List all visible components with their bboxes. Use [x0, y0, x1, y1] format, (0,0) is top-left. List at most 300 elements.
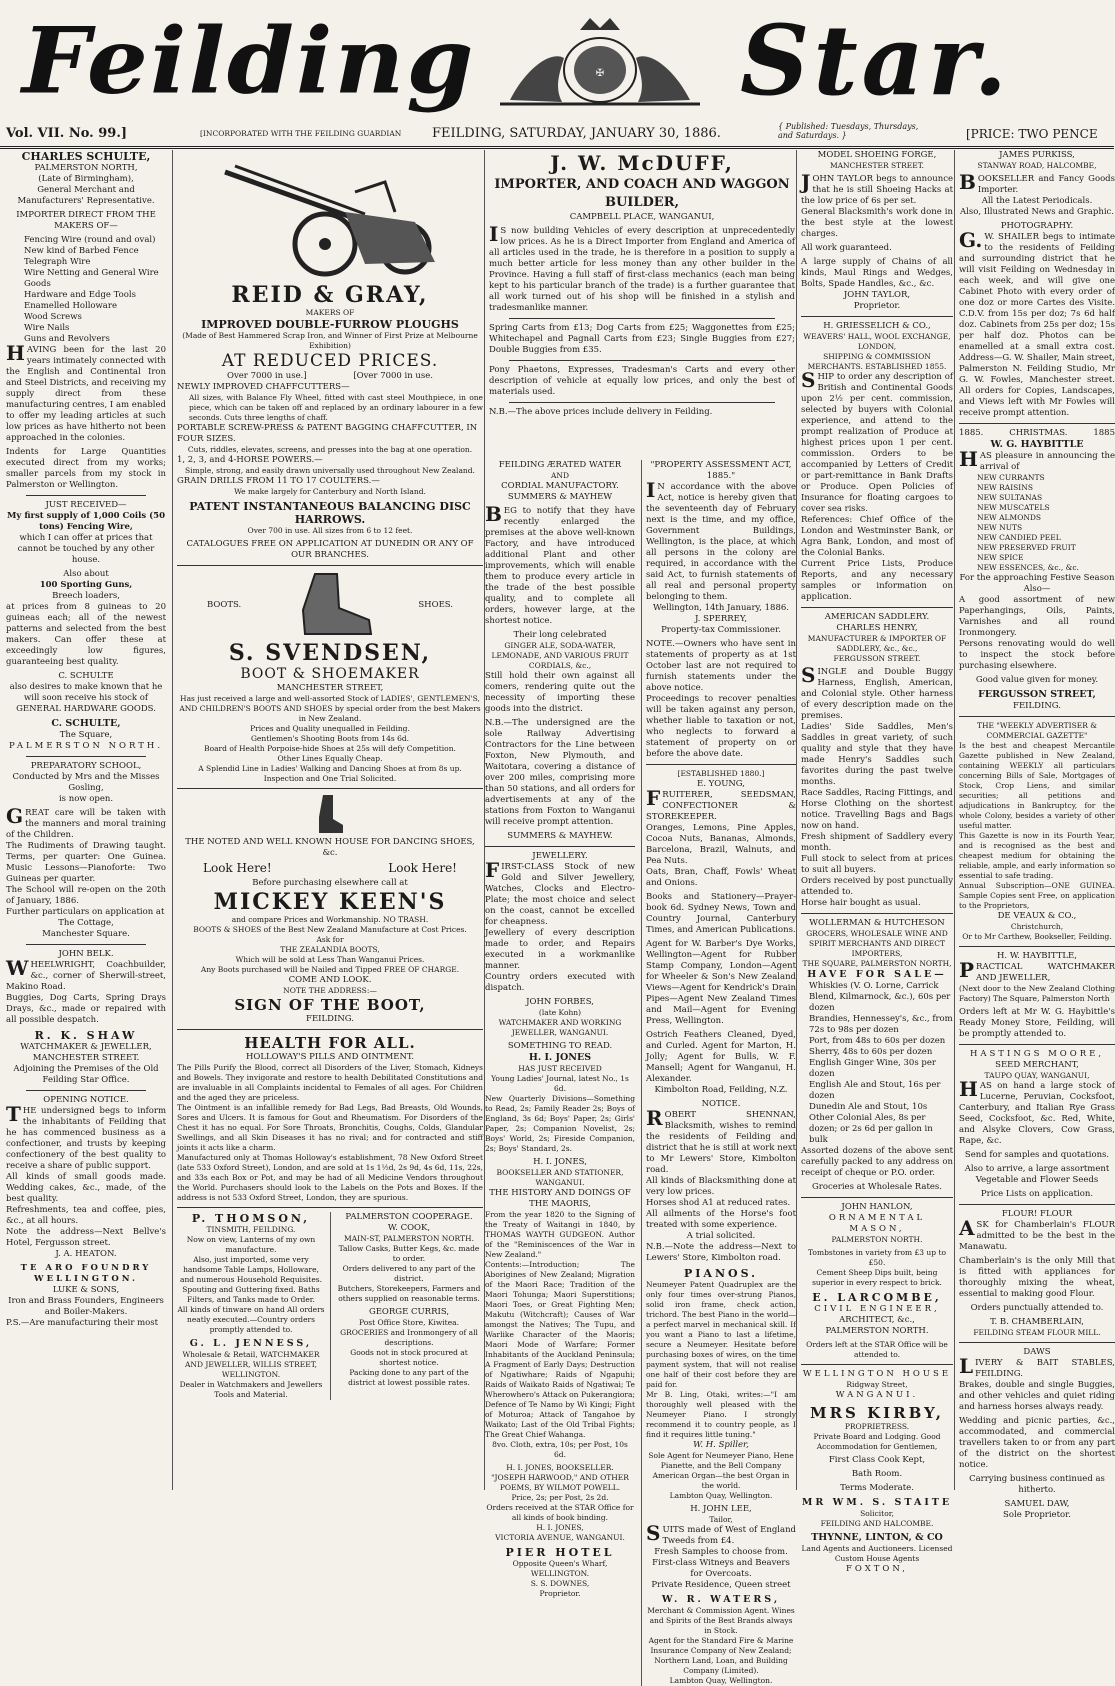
hijones: H. I. JONES — [528, 1052, 592, 1063]
heaton-note: Note the address—Next Bellve's Hotel, Fergusson street. — [6, 1227, 166, 1248]
noted-house: THE NOTED AND WELL KNOWN HOUSE FOR DANCING SHOES, &c. — [185, 837, 475, 858]
larcombe: E. LARCOMBE, — [812, 1291, 942, 1304]
column-2 — [172, 150, 483, 1490]
curris-sub: Post Office Store, Kiwitea. — [359, 1318, 459, 1327]
fresh-samples: Fresh Samples to choose from. — [654, 1547, 788, 1557]
also-about: Also about — [63, 569, 109, 579]
cordial: CORDIAL MANUFACTORY. — [501, 481, 619, 491]
port: Port, from 48s to 60s per dozen — [809, 1036, 946, 1046]
column-5 — [954, 150, 1115, 1520]
bookbinding: Orders received at the STAR Office for all kinds of book binding. — [486, 1503, 634, 1522]
hanlon-pn: PALMERSTON NORTH. — [831, 1235, 923, 1244]
has-pleasure: HAS pleasure in announcing the arrival of — [959, 447, 1115, 472]
taylor-chains: A large supply of Chains of all kinds, Maul Rings and Wedges, Bolts, Spade Handles, &c., &c. — [801, 257, 953, 289]
history-maoris: THE HISTORY AND DOINGS OF THE MAORIS, — [489, 1188, 631, 1209]
cook-orders: Orders delivered to any part of the district. — [342, 1264, 476, 1283]
sv-gents: Gentlemen's Shooting Boots from 14s 6d. — [250, 734, 410, 743]
books-stationery: Books and Stationery—Prayer-book 6d. Sydney News, Town and Country Journal, Canterbury Times, and American Publications. — [646, 892, 796, 935]
reid-gray: REID & GRAY, — [231, 282, 429, 308]
heaton: J. A. HEATON. — [55, 1249, 117, 1259]
shailer: G.W. SHAILER begs to intimate to the residents of Feilding and surrounding district that he will visit Feilding on Wednesday in each week, and will give one Cabinet Photo with every order of one doz or more Cartes des Visite. C.D.V. from 15s per doz; 7s 6d half doz. Cabinets from 25s per doz; 15s per half doz. Photos can be enamelled at a small extra cost. Address—G. W. Shailer, Main street, Palmerston N. Feilding Studio, Mr G. W. Fowles, Manchester street. All orders for Copies, Landscapes, and Views left with Mr Fowles will receive prompt attention. — [959, 228, 1115, 418]
sherry: Sherry, 48s to 60s per dozen — [809, 1047, 933, 1057]
sign-place: FEILDING. — [306, 1014, 354, 1024]
patent-harrows: PATENT INSTANTANEOUS BALANCING DISC HARROWS. — [189, 500, 471, 526]
prep-by: Conducted by Mrs and the Misses Gosling, — [12, 772, 160, 793]
fresh-shipment: Fresh shipment of Saddlery every month. — [801, 832, 953, 853]
grain-text: We make largely for Canterbury and North Island. — [234, 487, 426, 496]
kirby: MRS KIRBY, — [809, 1404, 945, 1422]
cook-butchers: Butchers, Storekeepers, Farmers and others supplied on reasonable terms. — [337, 1284, 481, 1303]
john-belk: JOHN BELK. — [58, 949, 114, 959]
masthead-title-left: Feilding — [22, 6, 476, 115]
wellington-date: Wellington, 14th January, 1886. — [653, 603, 789, 613]
reduced-prices: AT REDUCED PRICES. — [221, 351, 439, 371]
publication-days: { Published: Tuesdays, Thursdays, and Saturdays. } — [778, 122, 919, 140]
henry: CHARLES HENRY, — [836, 623, 918, 633]
svendsen: S. SVENDSEN, — [228, 640, 432, 666]
svg-text:✠: ✠ — [595, 68, 605, 79]
hijones-rec: HAS JUST RECEIVED — [518, 1064, 602, 1073]
ship-order: SHIP to order any description of British and Continental Goods upon 2½ per cent. commission, selected by buyers with Colonial experience, and attend to the prompt realization of Produce at highest prices upon 1 per cent. commission. Orders to be accompanied by Letters of Credit or part-remittance in Bank Drafts or Produce. Open Policies of Insurance for floating cargoes to cover sea risks. — [801, 368, 953, 514]
taylor-prop: Proprietor. — [853, 301, 901, 311]
sv-other: Other Lines Equally Cheap. — [277, 754, 383, 763]
mk-nailed: Any Boots purchased will be Nailed and Tipped FREE OF CHARGE. — [200, 965, 460, 974]
proceedings: Proceedings to recover penalties will be taken against any person, whether liable to taxation or not, who neglects to forward a statement of property on or before the above date. — [646, 694, 796, 759]
fergusson-feilding: FEILDING. — [1013, 701, 1061, 711]
over-in-use — [177, 371, 483, 382]
before-purchasing: Before purchasing elsewhere call at — [252, 878, 408, 888]
suits: SUITS made of West of England Tweeds from £4. — [646, 1521, 796, 1546]
henry-role: MANUFACTURER & IMPORTER OF SADDLERY, &c., &c., — [807, 634, 947, 653]
patent-sub: Over 700 in use. All sizes from 6 to 12 feet. — [247, 526, 413, 535]
xmas-item: NEW CURRANTS — [977, 473, 1045, 482]
xmas-item: NEW SPICE — [977, 553, 1024, 562]
also-label: Also— — [1023, 584, 1051, 594]
masthead-title-right: Star. — [740, 4, 1012, 117]
sole-proprietor: Sole Proprietor. — [1003, 1510, 1071, 1520]
cooperage: PALMERSTON COOPERAGE. — [345, 1212, 473, 1222]
chaff-text: All sizes, with Balance Fly Wheel, fitted with cast steel Mouthpiece, in one piece, which can be taken off and replaced by an ordinary labourer in a few seconds. Cuts three lengths of chaff. — [189, 393, 483, 422]
solicitor: Solicitor, — [860, 1509, 894, 1518]
christchurch: Christchurch, — [1010, 922, 1064, 931]
mickey-keen: MICKEY KEEN'S — [213, 889, 447, 915]
pills-text: The Pills Purify the Blood, correct all Disorders of the Liver, Stomach, Kidneys and Bowels. They invigorate and restore to health Debilitated Constitutions and are invaluable in all Complaints incidental to Females of all ages. For Children and the aged they are priceless. — [177, 1063, 483, 1102]
forbes-role: WATCHMAKER AND WORKING JEWELLER, WANGANUI. — [498, 1018, 622, 1037]
cement-dips: Cement Sheep Dips built, being superior in every respect to brick. — [812, 1268, 942, 1287]
private-residence: Private Residence, Queen street — [651, 1580, 791, 1590]
schulte-place: PALMERSTON NORTH, — [34, 163, 138, 173]
orders-post: Orders received by post punctually attended to. — [801, 876, 953, 897]
flour-heading: FLOUR! FLOUR — [1001, 1209, 1073, 1219]
shennan: ROBERT SHENNAN, Blacksmith, wishes to remind the residents of Feilding and district that he is still at work next to Mr Lewers' Store, Kimbolton road. — [646, 1106, 796, 1175]
xmas-item: NEW ALMONDS — [977, 513, 1042, 522]
refreshments: Refreshments, tea and coffee, pies, &c., at all hours. — [6, 1205, 166, 1226]
good-value: Good value given for money. — [975, 675, 1099, 685]
bath-room: Bath Room. — [851, 1469, 903, 1479]
trial: A trial solicited. — [686, 1231, 756, 1241]
fencing-note: which I can offer at prices that cannot be touched by any other house. — [17, 533, 155, 565]
thynne: THYNNE, LINTON, & CO — [811, 1532, 943, 1543]
guns-text: at prices from 8 guineas to 20 guineas each; all of the newest patterns and selected from the best makers. Can offer these at exceedingly low figures, guaranteeing best quality. — [6, 602, 166, 667]
kirby-prop: PROPRIETRESS. — [844, 1422, 910, 1431]
column-1 — [6, 150, 166, 1490]
spring-carts: Spring Carts from £13; Dog Carts from £25; Waggonettes from £25; Whitechapel and Pagnall Carts from £23; Single Buggies from £27; Double Buggies from £35. — [489, 323, 795, 355]
something-to-read: SOMETHING TO READ. — [507, 1041, 613, 1051]
good-assortment: A good assortment of new Paperhangings, Oils, Paints, Varnishes and all round Ironmongery. — [959, 595, 1115, 638]
festive-season: For the approaching Festive Season — [959, 573, 1115, 583]
jenness-dealer: Dealer in Watchmakers and Jewellers Tools and Material. — [179, 1380, 323, 1399]
luke-text: Iron and Brass Founders, Engineers and Boiler-Makers. — [8, 1296, 164, 1317]
taylor-guaranteed: All work guaranteed. — [801, 243, 892, 253]
subscription: Annual Subscription—ONE GUINEA. Sample Copies sent Free, on application to the Proprietors, — [959, 881, 1115, 910]
mcduff-nb: N.B.—The above prices include delivery in Feilding. — [489, 407, 713, 417]
sporting-guns: 100 Sporting Guns, — [39, 580, 133, 590]
curris: GEORGE CURRIS, — [368, 1307, 450, 1317]
spiller-role: Sole Agent for Neumeyer Piano, Hene Pianette, and the Bell Company American Organ—the best Organ in the world. — [648, 1451, 794, 1490]
civil-engineer: CIVIL ENGINEER, — [814, 1304, 940, 1314]
also-arrive: Also to arrive, a large assortment Vegetable and Flower Seeds — [964, 1164, 1110, 1185]
stanway: STANWAY ROAD, HALCOMBE, — [977, 161, 1097, 170]
manufactured: Manufactured only at Thomas Holloway's establishment, 78 New Oxford Street (late 533 Oxford Street), London, and are sold at 1s 1½d, 2s 9d, 4s 6d, 11s, 22s, and 33s each Box or Pot, and may be had of all Medicine Vendors throughout the World. Purchasers should look to the Labels on the Pots and Boxes. If the address is not 533 Oxford Street, London, they are spurious. — [177, 1153, 483, 1202]
dateline — [0, 120, 1114, 149]
ladies-journal: Young Ladies' Journal, latest No., 1s 6d. — [491, 1074, 629, 1093]
over-in-use-2: [Over 7000 in use. — [353, 371, 433, 381]
ginger-ale: GINGER ALE, SODA-WATER, LEMONADE, AND VARIOUS FRUIT CORDIALS, &c., — [491, 641, 629, 670]
references: References: Chief Office of the London and Westminster Bank, or Agra Bank, London, and most of the Colonial Banks. — [801, 515, 953, 558]
luke-sons: LUKE & SONS, — [52, 1285, 120, 1295]
practical-watchmaker: PRACTICAL WATCHMAKER AND JEWELLER, — [959, 958, 1115, 983]
catalogues: CATALOGUES FREE ON APPLICATION AT DUNEDIN OR ANY OF OUR BRANCHES. — [186, 539, 474, 560]
henry-street: FERGUSSON STREET. — [833, 654, 921, 663]
has-on-hand: HAS on hand a large stock of Lucerne, Peruvian, Cocksfoot, Canterbury, and Italian Rye Grass Seed, Cocksfoot, &c. Red, White, and Alsyke Clovers, Cow Grass, Rape, &c. — [959, 1077, 1115, 1146]
pony-phaetons: Pony Phaetons, Expresses, Tradesman's Carts and every other description of vehicle at equally low prices, and only the best of materials used. — [489, 365, 795, 397]
hijones-bookseller: BOOKSELLER AND STATIONER, WANGANUI. — [496, 1168, 624, 1187]
rks-adjoin: Adjoining the Premises of the Old Feilding Star Office. — [13, 1064, 159, 1085]
ale-stout: English Ale and Stout, 16s per dozen — [809, 1080, 941, 1101]
cook: W. COOK, — [387, 1223, 431, 1233]
xmas-item: NEW SULTANAS — [977, 493, 1043, 502]
downes: S. S. DOWNES, — [530, 1579, 590, 1588]
shoe-icon — [315, 793, 345, 835]
goods-item: Wood Screws — [24, 312, 82, 322]
carthew: Or to Mr Carthew, Bookseller, Feilding. — [962, 932, 1112, 941]
ploughs: IMPROVED DOUBLE-FURROW PLOUGHS — [201, 318, 459, 331]
great-care: GREAT care will be taken with the manners and moral training of the Children. — [6, 804, 166, 840]
sv-board: Board of Health Porpoise-hide Shoes at 25s will defy Competition. — [204, 744, 456, 753]
ling-quote: Mr B. Ling, Otaki, writes:—"I am thoroughly well pleased with the Neumeyer Piano. I strongly recommend it to country people, as I find it requires little tuning." — [646, 1390, 796, 1439]
reopen: The School will re-open on the 20th of January, 1886. — [6, 885, 166, 906]
schulte-having: HAVING been for the last 20 years intimately connected with the English and Continental Iron and Steel Districts, and receiving my supply direct from these manufacturing centres, I am enabled to offer my leading articles at such low prices as have hitherto not been approached in the colonies. — [6, 341, 166, 443]
general-hardware: GENERAL HARDWARE GOODS. — [16, 704, 156, 714]
christmas: CHRISTMAS. — [1009, 428, 1068, 438]
taylor-general: General Blacksmith's work done in the best style at the lowest charges. — [801, 207, 953, 239]
american-saddlery: AMERICAN SADDLERY. — [824, 612, 930, 622]
schulte-indents: Indents for Large Quantities executed direct from my works; smaller parcels from my stock in Palmerston or Wellington. — [6, 447, 166, 490]
daws: DAWS — [1023, 1347, 1051, 1357]
further: Further particulars on application at — [6, 907, 165, 917]
hastings-moore: HASTINGS MOORE, — [969, 1049, 1105, 1059]
pianos: PIANOS. — [684, 1267, 758, 1280]
th-text: Now on view, Lanterns of my own manufacture. — [186, 1235, 316, 1254]
palmerston-north: PALMERSTON NORTH. — [8, 741, 164, 751]
th-all: All kinds of tinware on hand All orders neatly executed.—Country orders promptly attended to. — [177, 1305, 325, 1334]
chamberlain-mill: Chamberlain's is the only Mill that is fitted with appliances for thoroughly mixing the wheat, essential to making good Flour. — [959, 1256, 1115, 1299]
wg-haybittle: W. G. HAYBITTLE — [990, 439, 1084, 450]
boot-icon — [285, 570, 375, 640]
jenness-sub: Wholesale & Retail, WATCHMAKER AND JEWELLER, WILLIS STREET, WELLINGTON. — [182, 1350, 320, 1379]
waters-role: Merchant & Commission Agent. Wines and Spirits of the Best Brands always in Stock. — [647, 1606, 795, 1635]
taupo-quay: TAUPO QUAY, WANGANUI, — [984, 1071, 1090, 1080]
mcduff: J. W. McDUFF, — [550, 151, 734, 175]
latest-periodicals: All the Latest Periodicals. — [981, 196, 1093, 206]
summers-sig: SUMMERS & MAYHEW. — [507, 831, 613, 841]
lee: H. JOHN LEE, — [690, 1504, 752, 1514]
opening-notice: OPENING NOTICE. — [43, 1095, 129, 1105]
pianos-text: Neumeyer Patent Quadruplex are the only four times over-strung Pianos, solid iron frame, check action, trichord. The best Piano in the world—a perfect marvel in mechanical skill. If you want a Piano to last a lifetime, secure a Neumeyer. Hesitate before purchasing boxes of wires, on the time payment system, that will not realise one half of their cost before they are paid for. — [646, 1280, 796, 1389]
land-agents: Land Agents and Auctioneers. Licensed Custom House Agents — [801, 1544, 953, 1563]
jenness: G. L. JENNESS, — [189, 1338, 313, 1349]
jewellery: JEWELLERY. — [532, 851, 588, 861]
witneys: First-class Witneys and Beavers for Overcoats. — [652, 1558, 790, 1579]
established: [ESTABLISHED 1880.] — [677, 769, 765, 778]
taylor-sig: JOHN TAYLOR, — [843, 290, 911, 300]
packing: Packing done to any part of the district at lowest possible rates. — [348, 1368, 470, 1387]
horse-ailments: All ailments of the Horse's foot treated with some experience. — [646, 1209, 796, 1230]
kimbolton: Kimbolton Road, Feilding, N.Z. — [654, 1085, 788, 1095]
confectioner: THE undersigned begs to inform the inhabitants of Feilding that he has commenced business as a confectioner, and trusts by keeping confectionery of the best quality to receive a share of public support. — [6, 1102, 166, 1171]
foxton: FOXTON, — [845, 1564, 908, 1574]
mk-boots: BOOTS & SHOES of the Best New Zealand Manufacture at Cost Prices. — [193, 925, 467, 934]
wh-wanganui: WANGANUI. — [835, 1390, 919, 1400]
race-saddles: Race Saddles, Racing Fittings, and Horse Clothing on the shortest notice. Travelling Bags and Bags now on hand. — [801, 788, 953, 831]
issue-date: FEILDING, SATURDAY, JANUARY 30, 1886. — [432, 126, 721, 141]
grocers: GROCERS, WHOLESALE WINE AND SPIRIT MERCHANTS AND DIRECT IMPORTERS, — [806, 929, 948, 958]
mk-come: COME AND LOOK. — [288, 975, 372, 985]
wedding-parties: Wedding and picnic parties, &c., accommodated, and commercial travellers taken to or from any part of the district on the shortest notice. — [959, 1416, 1115, 1470]
downes-prop: Proprietor. — [539, 1589, 581, 1598]
ladies-saddles: Ladies' Side Saddles, Men's Saddles in great variety, of such quality and style that they have made Henry's Saddles such favorites during the past twelve months. — [801, 722, 953, 787]
mcduff-place: CAMPBELL PLACE, WANGANUI, — [569, 212, 715, 222]
schulte-importer: IMPORTER DIRECT FROM THE MAKERS OF— — [16, 210, 156, 231]
christmas-row — [959, 428, 1115, 439]
mk-ask: Ask for — [316, 935, 344, 944]
boots-row — [177, 570, 483, 640]
cook-kept: First Class Cook Kept, — [828, 1455, 926, 1465]
taylor: JOHN TAYLOR begs to announce that he is still Shoeing Hacks at the low price of 6s per set. — [801, 170, 953, 206]
celebrated: Their long celebrated — [513, 630, 607, 640]
full-stock: Full stock to select from at prices to suit all buyers. — [801, 854, 953, 875]
steam-mill: FEILDING STEAM FLOUR MILL. — [973, 1328, 1101, 1337]
over-in-use-1: Over 7000 in use.] — [227, 371, 307, 381]
sv-splendid: A Splendid Line in Ladies' Walking and Dancing Shoes at from 8s up. — [198, 764, 462, 773]
tb-chamberlain: T. B. CHAMBERLAIN, — [990, 1317, 1084, 1327]
cuts: Cuts, riddles, elevates, screens, and presses into the bag at one operation. — [187, 445, 473, 454]
te-aro-foundry: TE ARO FOUNDRY WELLINGTON. — [20, 1263, 152, 1284]
colonial-ales: Other Colonial Ales, 8s per dozen; or 2s 6d per gallon in bulk — [809, 1113, 933, 1145]
brakes: Brakes, double and single Buggies, and other vehicles and quiet riding and harness horses always ready. — [959, 1380, 1115, 1412]
xmas-item: NEW RAISINS — [977, 483, 1033, 492]
notice: NOTICE. — [701, 1099, 741, 1109]
plough-illustration-icon — [215, 152, 445, 280]
prep-school: PREPARATORY SCHOOL, — [30, 761, 142, 771]
weavers-hall: WEAVERS' HALL, WOOL EXCHANGE, LONDON, — [803, 332, 951, 351]
send-samples: Send for samples and quotations. — [964, 1150, 1110, 1160]
model-forge: MODEL SHOEING FORGE, — [817, 150, 937, 160]
tombstones: Tombstones in variety from £3 up to £50. — [808, 1248, 946, 1267]
ointment-text: The Ointment is an infallible remedy for Bad Legs, Bad Breasts, Old Wounds, Sores and Ulcers. It is famous for Gout and Rheumatism. For Disorders of the Chest it has no equal. For Sore Throats, Bronchitis, Coughs, Colds, Glandular Swellings, and all Skin Diseases it has no rival; and for contracted and stiff joints it acts like a charm. — [177, 1103, 483, 1152]
column-3b — [641, 460, 796, 1686]
christmas-year-1: 1885. — [959, 428, 984, 438]
hijones-4: H. I. JONES, — [536, 1523, 584, 1532]
ridgway: Ridgway Street, — [846, 1380, 908, 1389]
summers-nb: N.B.—The undersigned are the sole Railway Advertising Contractors for the Line between Foxton, New Plymouth, and Waitotara, covering a distance of over 200 miles, comprising more than 50 stations, and all orders for advertisements at any of the stations from Foxton to Wanganui will receive prompt attention. — [485, 718, 635, 827]
mk-zealandia: THE ZEALANDIA BOOTS, — [280, 945, 380, 954]
deveaux: DE VEAUX & CO., — [997, 911, 1077, 921]
holloway: HOLLOWAY'S PILLS AND OINTMENT. — [245, 1052, 415, 1062]
groceries: GROCERIES and Ironmongery of all descriptions. — [340, 1328, 478, 1347]
board-lodging: Private Board and Lodging. Good Accommodation for Gentlemen, — [813, 1432, 941, 1451]
dunedin-ale: Dunedin Ale and Stout, 10s — [809, 1102, 928, 1112]
guns-sub: Breech loaders, — [52, 591, 120, 601]
bootmaker: BOOT & SHOEMAKER — [240, 666, 420, 682]
illustrated-news: Also, Illustrated News and Graphic. — [959, 207, 1115, 217]
masthead — [0, 0, 1114, 118]
history-text: From the year 1820 to the Signing of the Treaty of Waitangi in 1840, by THOMAS WAYTH GUDGEON. Author of the "Reminiscences of the War in New Zealand." — [485, 1210, 635, 1259]
forbes: JOHN FORBES, — [526, 997, 594, 1007]
feilding-halcombe: FEILDING AND HALCOMBE. — [820, 1519, 934, 1528]
rks-name: R. K. SHAW — [34, 1029, 138, 1042]
th-also: Also, just imported, some very handsome Table Lamps, Holloware, and numerous Household Requisites. — [179, 1255, 322, 1284]
fergusson-street: FERGUSSON STREET, — [978, 689, 1096, 700]
waters-agent: Agent for the Standard Fire & Marine Insurance Company of New Zealand; Northern Land, Loan, and Building Company (Limited). — [648, 1636, 794, 1675]
harwood: "JOSEPH HARWOOD," AND OTHER POEMS, BY WILMOT POWELL. — [491, 1473, 629, 1492]
buggies: Buggies, Dog Carts, Spring Drays Drays, &c., made or repaired with all possible despatch. — [6, 993, 166, 1025]
rudiments: The Rudiments of Drawing taught. Terms, per quarter: One Guinea. Music Lessons—Pianoforte: Two Guineas per quarter. — [6, 841, 166, 884]
pier-hotel: PIER HOTEL — [505, 1546, 615, 1559]
bottom-ads-row — [177, 1212, 483, 1400]
tinsmith: TINSMITH, FEILDING. — [206, 1225, 296, 1234]
sperrey-role: Property-tax Commissioner. — [661, 625, 781, 635]
carrying: Carrying business continued as hitherto. — [969, 1474, 1105, 1495]
manchester-sq: Manchester Square. — [42, 929, 130, 939]
mcduff-role: IMPORTER, AND COACH AND WAGGON BUILDER, — [494, 177, 790, 210]
hijones-2: H. I. JONES, — [533, 1157, 587, 1167]
orders-star: Orders left at the STAR Office will be attended to. — [806, 1340, 948, 1359]
samuel-daw: SAMUEL DAW, — [1004, 1499, 1070, 1509]
spiller-address: Lambton Quay, Wellington. — [669, 1491, 773, 1500]
xmas-item: NEW CANDIED PEEL — [977, 533, 1061, 542]
horses-shod: Horses shod A1 at reduced rates. — [646, 1198, 791, 1208]
griesselich: H. GRIESSELICH & CO., — [823, 321, 931, 331]
mk-sold: Which will be sold at Less Than Wanganui Prices. — [235, 955, 425, 964]
whiskies: Whiskies (V. O. Lorne, Carrick Blend, Kilmarnock, &c.), 60s per dozen — [809, 981, 951, 1013]
xmas-item: NEW MUSCATELS — [977, 503, 1050, 512]
price-lists: Price Lists on application. — [980, 1189, 1094, 1199]
goods-item: Fencing Wire (round and oval) — [24, 235, 156, 245]
th-spouting: Spouting and Guttering fixed. Baths Filters, and Tanks made to Order. — [182, 1285, 320, 1304]
current-lists: Current Price Lists, Produce Reports, and any necessary samples or information on application. — [801, 559, 953, 602]
accordance: IN accordance with the above Act, notice is hereby given that the seventeenth day of February next is the time, and my office, Government Buildings, Wellington, is the place, at which all persons in the colony are required, in accordance with the said Act, to furnish statements of all real and personal property belonging to them. — [646, 478, 796, 602]
cooperage-ad — [330, 1212, 483, 1400]
shennan-nb: N.B.—Note the address—Next to Lewers' Store, Kimbolton road. — [646, 1242, 796, 1263]
purkiss: JAMES PURKISS, — [999, 150, 1075, 160]
rks-role: WATCHMAKER & JEWELLER, — [20, 1042, 152, 1052]
persons-renovating: Persons renovating would do well to inspect the stock before purchasing elsewhere. — [959, 639, 1115, 671]
horse-text: Simple, strong, and easily drawn universally used throughout New Zealand. — [185, 466, 475, 475]
mk-note: NOTE THE ADDRESS:— — [283, 986, 377, 995]
terms: Terms Moderate. — [840, 1483, 914, 1493]
column-3a — [485, 460, 635, 1599]
look-here-row — [177, 859, 483, 878]
groceries-note: Goods not in stock procured at shortest notice. — [350, 1348, 468, 1367]
goods-item: New kind of Barbed Fence — [24, 246, 139, 256]
staite: MR WM. S. STAITE — [801, 1497, 953, 1508]
schulte-sig: C. SCHULTE — [58, 671, 114, 681]
boots-label: BOOTS. — [207, 599, 242, 610]
prep-open: is now open. — [58, 794, 114, 804]
still-hold: Still hold their own against all comers, rendering quite out the necessity of importing these goods into the district. — [485, 671, 635, 714]
shipping: SHIPPING & COMMISSION MERCHANTS. ESTABLISHED 1855. — [807, 352, 947, 371]
seed-merchant: SEED MERCHANT, — [995, 1060, 1079, 1070]
ostrich: Ostrich Feathers Cleaned, Dyed, and Curled. Agent for Marton, H. Jolly; Agent for Bulls, W. F. Mansell; Agent for Wanganui, H. Alexander. — [646, 1030, 796, 1084]
sv-prices: Prices and Quality unequalled in Feilding. — [250, 724, 410, 733]
schulte-late: (Late of Birmingham), — [38, 174, 134, 184]
sperrey: J. SPERREY, — [694, 614, 748, 624]
ploughs-sub: (Made of Best Hammered Scrap Iron, and Winner of First Prize at Melbourne Exhibition) — [182, 331, 478, 350]
wellington-house: WELLINGTON HOUSE — [802, 1369, 952, 1379]
ornamental-mason: ORNAMENTAL MASON, — [828, 1213, 926, 1234]
goods-item: Guns and Revolvers — [24, 334, 110, 344]
contents-price: 8vo. Cloth, extra, 10s; per Post, 10s 6d. — [492, 1440, 628, 1459]
fruiterer: FRUITERER, SEEDSMAN, CONFECTIONER & STOREKEEPER. — [646, 786, 796, 822]
summers-beg: BEG to notify that they have recently enlarged the premises at the above well-known Factory, and have introduced additional Plant and other improvements, which will enable them to produce every article in the trade of the best possible quality, and to complete all orders, however large, at the shortest notice. — [485, 502, 635, 626]
quarterly: New Quarterly Divisions—Something to Read, 2s; Family Reader 2s; Boys of England, 3s 6d; Boys' Paper, 2s; Girls' Paper, 2s; Companion Novelist, 2s; Boys' World, 2s; Fireside Companion, 2s; Boys' Standard, 2s. — [485, 1094, 635, 1153]
waters: W. R. WATERS, — [661, 1594, 781, 1605]
wollerman: WOLLERMAN & HUTCHESON — [809, 918, 945, 928]
shoes-label: SHOES. — [418, 599, 453, 610]
column-3 — [484, 150, 796, 1685]
goods-item: Wire Netting and General Wire Goods — [24, 268, 159, 289]
makers-of: MAKERS OF — [305, 308, 355, 317]
hijones-3: H. I. JONES, BOOKSELLER. — [506, 1463, 614, 1472]
goods-item: Hardware and Edge Tools — [24, 290, 136, 300]
assorted: Assorted dozens of the above sent carefully packed to any address on receipt of cheque or P.O. order. — [801, 1146, 953, 1178]
horse-powers: 1, 2, 3, and 4-HORSE POWERS.— — [177, 455, 323, 465]
young: E. YOUNG, — [697, 779, 745, 789]
aerated: FEILDING ÆRATED WATER — [498, 460, 622, 470]
weekly-text: Is the best and cheapest Mercantile Gazette published in New Zealand, containing WEEKLY all particulars concerning Bills of Sale, Mortgages of Stock, Crop Liens, and similar securities; all petitions and adjudications in Bankruptcy, for the whole Colony, besides a variety of other useful matter. — [959, 741, 1115, 830]
purkiss-bookseller: BOOKSELLER and Fancy Goods Importer. — [959, 170, 1115, 195]
wheelwright: WHEELWRIGHT, Coachbuilder, &c., corner of Sherwill-street, Makino Road. — [6, 956, 166, 992]
mcduff-text: IS now building Vehicles of every description at unprecedentedly low prices. As he is a Direct Importer from England and America of all articles used in the trade, he is therefore in a position to supply a much better article for less money than any other builder in the Province. Having a full staff of first-class mechanics (each man being kept to his particular branch of the trade) is a further guarantee that all work turned out of his shop will be finished in a stylish and tradesmanlike manner. — [489, 222, 795, 313]
waters-address: Lambton Quay, Wellington. — [669, 1676, 773, 1685]
price: [PRICE: TWO PENCE — [966, 127, 1098, 141]
incorporated-note: [INCORPORATED WITH THE FEILDING GUARDIAN — [200, 129, 402, 138]
ginger-wine: English Ginger Wine, 30s per dozen — [809, 1058, 936, 1079]
rks-street: MANCHESTER STREET. — [32, 1053, 140, 1063]
summers: SUMMERS & MAYHEW — [507, 492, 613, 502]
chaffcutters: NEWLY IMPROVED CHAFFCUTTERS— — [177, 382, 350, 392]
jewellery-made: Jewellery of every description made to order, and Repairs executed in a workmanlike manner. — [485, 928, 635, 971]
just-received: JUST RECEIVED— — [45, 500, 127, 510]
aerated-and: AND — [551, 471, 569, 480]
oranges: Oranges, Lemons, Pine Apples, Cocoa Nuts, Bananas, Almonds, Barcelona, Brazil, Walnuts, and Pea Nuts. — [646, 823, 796, 866]
orders-punctual: Orders punctually attended to. — [970, 1303, 1104, 1313]
brandies: Brandies, Hennessey's, &c., from 72s to 98s per dozen — [809, 1014, 953, 1035]
goods-item: Enamelled Holloware — [24, 301, 117, 311]
schulte-role: General Merchant and Manufacturers' Representative. — [17, 185, 155, 206]
victoria-avenue: VICTORIA AVENUE, WANGANUI. — [495, 1533, 625, 1542]
